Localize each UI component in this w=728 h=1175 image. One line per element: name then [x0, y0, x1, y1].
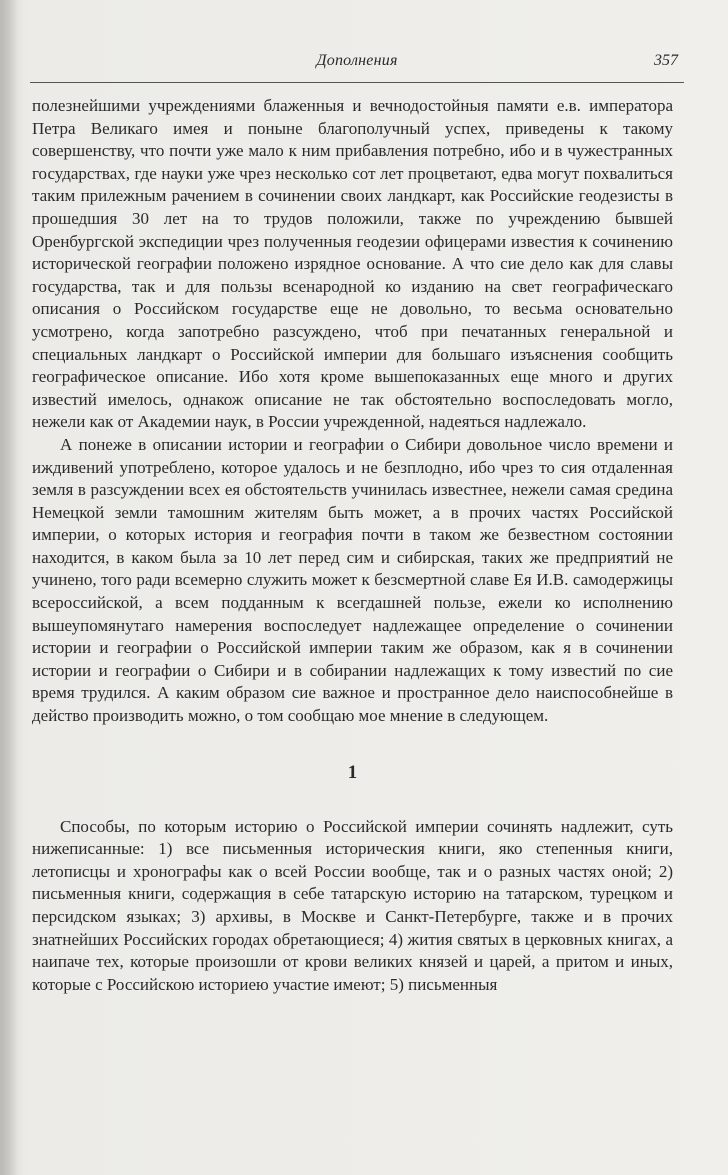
- section-number: 1: [347, 761, 358, 783]
- running-head: [30, 46, 684, 83]
- page-number: 357: [654, 52, 678, 69]
- gutter-shadow: [0, 0, 18, 1175]
- paragraph-continuation: полезнейшими учреждениями блаженныя и вечнодостойныя памяти е.в. императора Петра Великаго имея и поныне благополучный успех, приведены к такому совершенству, что почти уже мало к ним прибавления потребно, ибо и в чужестранных государствах, где науки уже чрез несколько сот лет процветают, едва могут похвалиться таким прилежным рачением в сочинении своих ландкарт, как Российские геодезисты в прошедшия 30 лет на то трудов положили, также по учреждению бывшей Оренбургской экспедиции чрез полученныя геодезии офицерами известия к сочинению исторической географии положено изрядное основание. А что сие дело как для славы государства, так и для пользы всенародной ко изданию на свет географическаго описания о Российском государстве еще не довольно, то весьма основательно усмотрено, когда запотребно разсуждено, чтоб при печатанных генеральной и специальных ландкарт о Российской империи для большаго изъяснения сообщить географическое описание. Ибо хотя кроме вышепоказанных еще много и других известий имелось, однакож описание не так обстоятельно воспоследовать могло, нежели как от Академии наук, в России учрежденной, надеяться надлежало.: [32, 96, 673, 432]
- paragraph: А понеже в описании истории и географии о Сибири довольное число времени и иждивений употреблено, которое удалось и не безплодно, ибо чрез то сия отдаленная земля в разсуждении всех ея обстоятельств учинилась известнее, нежели самая средина Немецкой земли тамошним жителям быть может, а в прочих частях Российской империи, о которых история и география почти в таком же безвестном состоянии находится, в каком была за 10 лет перед сим и сибирская, таких же предприятий не учинено, того ради всемерно служить может к безсмертной славе Ея И.В. самодержицы всероссийской, а всем подданным к всегдашней пользе, ежели ко исполнению вышеупомянутаго намерения воспоследует надлежащее определение о сочинении истории и географии о Российской империи таким же образом, как я в сочинении истории и географии о Сибири и в собирании надлежащих к тому известий по сие время трудился. А каким образом сие важное и пространное дело наиспособнейше в действо производить можно, о том сообщаю мое мнение в следующем.: [32, 434, 673, 726]
- section-paragraph: Способы, по которым историю о Российской империи сочинять надлежит, суть нижеписанные: 1) все письменныя историческия книги, яко степенныя книги, летописцы и хронографы как о всей России вообще, так и о разных частях оной; 2) письменныя книги, содержащия в себе татарскую историю на татарском, турецком и персидском языках; 3) архивы, в Москве и Санкт-Петербурге, также и в прочих знатнейших Российских городах обретающиеся; 4) жития святых в церковных книгах, а наипаче тех, которые произошли от крови великих князей и царей, а притом и иных, которые с Российскою историею участие имеют; 5) письменныя: [32, 816, 673, 994]
- running-head-title: Дополнения: [316, 52, 398, 69]
- body-text: [32, 95, 673, 996]
